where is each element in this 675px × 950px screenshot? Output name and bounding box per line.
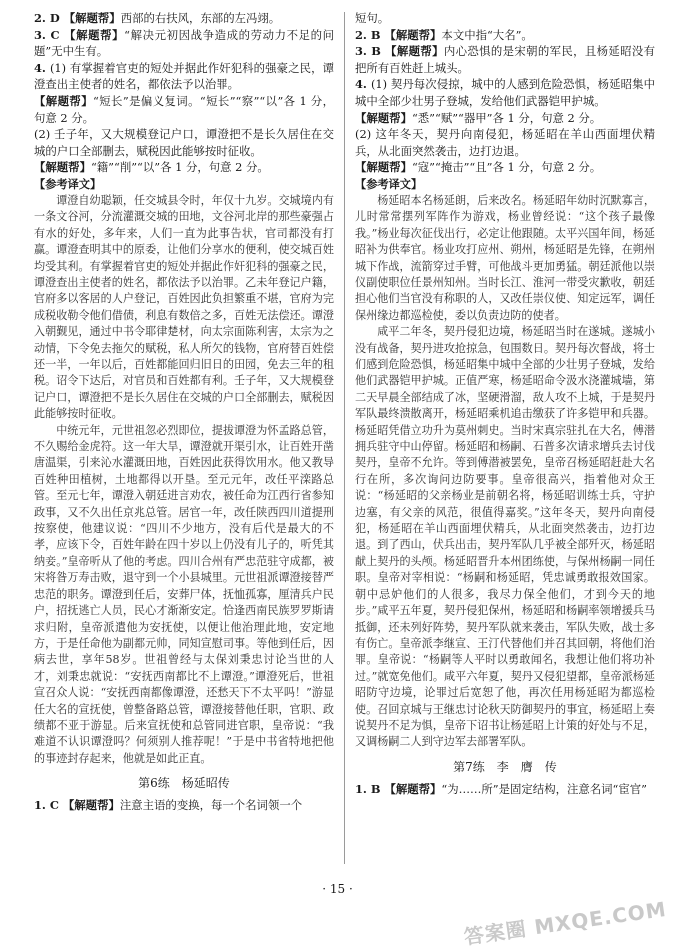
item-text: 西部的右扶风，东部的左冯翊。 [120, 11, 281, 25]
right-last-item [355, 781, 655, 798]
explain-tag: 【解题帮】 [63, 11, 121, 25]
item-text: “解决元初因战争造成的劳动力不足的问题”无中生有。 [34, 27, 334, 59]
right-answer-item [355, 159, 655, 176]
item-text: (2) 这年冬天，契丹向南侵犯，杨延昭在羊山西面埋伏精兵，从北面突然袭击，边打边退。 [355, 127, 655, 158]
item-number: 3. C [34, 27, 65, 42]
right-answer-item [355, 781, 655, 798]
right-answer-item [355, 110, 655, 127]
right-ref-header: 【参考译文】 [355, 177, 423, 191]
explain-tag: 【解题帮】 [34, 93, 94, 108]
item-number: 4. [34, 60, 50, 75]
page-number: · 15 · [322, 882, 353, 896]
item-number: 1. B [355, 781, 385, 796]
right-answer-item [355, 76, 655, 109]
item-number: 2. B [355, 27, 385, 42]
section-title-6: 第6练 杨延昭传 [138, 776, 230, 791]
item-text: (2) 壬子年，又大规模登记户口，谭澄把不是长久居住在交城的户口全部删去，赋税因此能够按时征收。 [34, 127, 334, 158]
right-answer-item [355, 27, 655, 44]
left-translation [34, 193, 334, 767]
item-text: “短长”是偏义复词。“短长”“察”“以”各 1 分，句意 2 分。 [34, 93, 334, 125]
item-text: 本文中指“大名”。 [441, 27, 533, 42]
left-answer-item [34, 126, 334, 159]
explain-tag: 【解题帮】 [34, 160, 91, 175]
item-number: 2. D [34, 11, 64, 25]
item-text: “籍”“削”“以”各 1 分，句意 2 分。 [90, 160, 269, 175]
column-divider [344, 12, 345, 864]
explain-tag: 【解题帮】 [355, 160, 412, 175]
right-answer-item [355, 43, 655, 76]
right-translation-paragraph: 咸平二年冬，契丹侵犯边境，杨延昭当时在遂城。遂城小没有战备，契丹进攻抢掠急，包围数日。契丹每次督战，将士们感到危险恐惧，杨延昭集中城中全部的少壮男子登城，发给他们武器铠甲护城。正值严寒，杨延昭命令汲水浇灌城墙，第二天早晨全部结成了冰，坚硬滑溜，敌人攻不上城，于是契丹军队最终溃散离开，杨延昭乘机追击缴获了许多铠甲和兵器。杨延昭凭借立功升为莫州刺史。当时宋真宗驻扎在大名，傅潜拥兵驻守中山停留。杨延昭和杨嗣、石普多次请求增兵去讨伐契丹，皇帝不允许。等到傅潜被罢免，皇帝召杨延昭赶赴大名行在所，多次询问边防要事。皇帝很高兴，指着他对众王说：“杨延昭的父亲杨业是前朝名将，杨延昭训练士兵，守护边塞，有父亲的风范，很值得嘉奖。”这年冬天，契丹向南侵犯，杨延昭在羊山西面埋伏精兵，从北面突然袭击，边打边退。到了西山，伏兵出击，契丹军队几乎被全部歼灭，杨延昭献上契丹的头颅。杨延昭晋升本州团练使，与保州杨嗣一同任职。皇帝对宰相说：“杨嗣和杨延昭，凭忠诚勇敢报效国家。朝中忌妒他们的人很多，我尽力保全他们，才到今天的地步。”咸平五年夏，契丹侵犯保州，杨延昭和杨嗣率领增援兵马抵御，还未列好阵势，契丹军队就来袭击，军队失败，战士多有伤亡。皇帝派李继宣、王汀代替他们并召其回朝，将他们治罪。皇帝说：“杨嗣等人平时以勇敢闻名，我想让他们将功补过。”就宽免他们。咸平六年夏，契丹又侵犯望都，皇帝派杨延昭防守边境，论罪过后宽恕了他，再次任用杨延昭为都巡检使。召回京城与王继忠讨论秋天防御契丹的事宜，杨延昭上奏说契丹不足为惧，皇帝下诏书让杨延昭上计策的好处与不足，又调杨嗣二人到守边军去部署军队。 [355, 325, 655, 749]
explain-tag: 【解题帮】 [62, 798, 120, 813]
left-answer-item [34, 60, 334, 93]
explain-tag: 【解题帮】 [384, 781, 442, 796]
explain-tag: 【解题帮】 [64, 27, 125, 42]
right-answer-item [355, 126, 655, 159]
item-text: “悉”“赋”“器甲”各 1 分，句意 2 分。 [411, 110, 602, 125]
left-answer-items [34, 10, 334, 176]
explain-tag: 【解题帮】 [355, 110, 412, 125]
left-ref-header: 【参考译文】 [34, 177, 102, 191]
right-translation-paragraph: 杨延昭本名杨延朗，后来改名。杨延昭年幼时沉默寡言，儿时常常摆列军阵作为游戏，杨业曾经说：“这个孩子最像我。”杨业每次征伐出行，必定让他跟随。太平兴国年间，杨延昭补为供奉官。杨业攻打应州、朔州，杨延昭是先锋，在朔州城下作战，流箭穿过手臂，可他战斗更加勇猛。朝廷派他以崇仪副使职位任景州知州。当时长江、淮河一带受灾歉收，朝廷担心他们当官没有称职的人，又改任崇仪使、知定远军，调任保州缘边都巡检使，委以负责边防的使者。 [355, 193, 655, 322]
left-answer-item [34, 10, 334, 27]
right-translation [355, 193, 655, 751]
item-text: 短句。 [355, 11, 390, 25]
item-text: “为……所”是固定结构，注意名词“宦官” [441, 781, 647, 796]
explain-tag: 【解题帮】 [384, 27, 442, 42]
left-answer-item [34, 797, 334, 814]
item-text: (1) 有掌握着官吏的短处并据此作奸犯科的强豪之民，谭澄查出主使者的姓名，都依法予以治罪。 [34, 60, 335, 92]
left-column [34, 10, 334, 814]
explain-tag: 【解题帮】 [385, 44, 444, 59]
left-answer-item [34, 159, 334, 176]
item-text: “寇”“掩击”“且”各 1 分，句意 2 分。 [411, 160, 602, 175]
watermark-logo: 答案圈 MXQE.COM [462, 896, 668, 950]
item-text: 注意主语的变换，每一个名词领一个 [119, 798, 303, 813]
item-number: 3. B [355, 44, 386, 59]
left-translation-paragraph: 谭澄自幼聪颖，任交城县令时，年仅十九岁。交城境内有一条文谷河，分流灌溉交城的田地，文谷河北岸的那些豪强占有水的好处，多年来，人们一直为此事告状，官司都没有打赢。谭澄查明其中的原委，让他们分享水的便利，使交城百姓均受其利。有掌握着官吏的短处并据此作奸犯科的强豪之民，谭澄查出主使者的姓名，都依法予以治罪。乙未年登记户籍，官府多以客居的人户登记，百姓因此负担繁重不堪，官府为完成税收勒令他们借债，利息有数倍之多，百姓无法偿还。谭澄入朝觐见，通过中书令耶律楚材，向太宗面陈利害，太宗为之动情，下令免去拖欠的赋税，私人所欠的钱物，官府替百姓偿还一半，一年以后，百姓都能回归旧日的田园，免去三年的租税。诏令下达后，对官员和百姓都有利。壬子年，又大规模登记户口，谭澄把不是长久居住在交城的户口全部删去，赋税因此能够按时征收。 [34, 193, 334, 421]
item-number: 1. C [34, 798, 63, 813]
right-column [355, 10, 655, 797]
left-last-item [34, 797, 334, 814]
item-text: 内心恐惧的是宋朝的军民，且杨延昭没有把所有百姓赶上城头。 [355, 44, 655, 75]
item-text: (1) 契丹每次侵掠，城中的人感到危险恐惧，杨延昭集中城中全部少壮男子登城，发给他们武器铠甲护城。 [355, 77, 656, 108]
section-title-7: 第7练 李 膺 传 [453, 759, 557, 774]
right-answer-item [355, 10, 655, 27]
left-answer-item [34, 93, 334, 126]
left-translation-paragraph: 中统元年，元世祖忽必烈即位，提拔谭澄为怀孟路总管，不久赐给金虎符。这一年大旱，谭澄就开渠引水，让百姓开凿唐温渠，引来沁水灌溉田地，百姓因此获得饮用水。他又教导百姓种田植树，土地都得以开垦。至元元年，改任平滦路总管。至元七年，谭澄入朝廷进言劝农，被任命为江西行省参知政事，又不久出任京兆总管。居官一年，改任陕西四川道提刑按察使，他建议说：“四川不少地方，没有后代是最大的不孝，应该下令，百姓年龄在四十岁以上仍没有儿子的，听凭其纳妾。”皇帝听从了他的考虑。四川合州有严忠范驻守成都，被宋将昝万寿击败，退守到一个小县城里。元世祖派谭澄接替严忠范的职务。谭澄到任后，安葬尸体，抚恤孤寡，厘清兵户民户，招抚逃亡人员，民心才渐渐安定。恰逢西南民族罗罗斯请求归附，皇帝派遣他为安抚使，以便让他治理此地，安定地方，于是任命他为副都元帅，同知宣慰司事。等他到任后，因病去世，享年58岁。世祖曾经与太保刘秉忠讨论当世的人才，刘秉忠就说：“安抚西南都比不上谭澄。”谭澄死后，世祖宣召众人说：“安抚西南都像谭澄，还愁天下不太平吗！”游显任大名的宣抚使，曾整备路总管，谭澄接替他任职，官职、政绩都不亚于游显。后来宣抚使和总管同进官职，皇帝说：“我难道不认识谭澄吗？何须别人推荐呢！”于是中书省特地把他的事迹封存起来，他就是如此正直。 [34, 423, 334, 765]
left-answer-item [34, 27, 334, 60]
right-answer-items [355, 10, 655, 176]
item-number: 4. [355, 77, 371, 92]
